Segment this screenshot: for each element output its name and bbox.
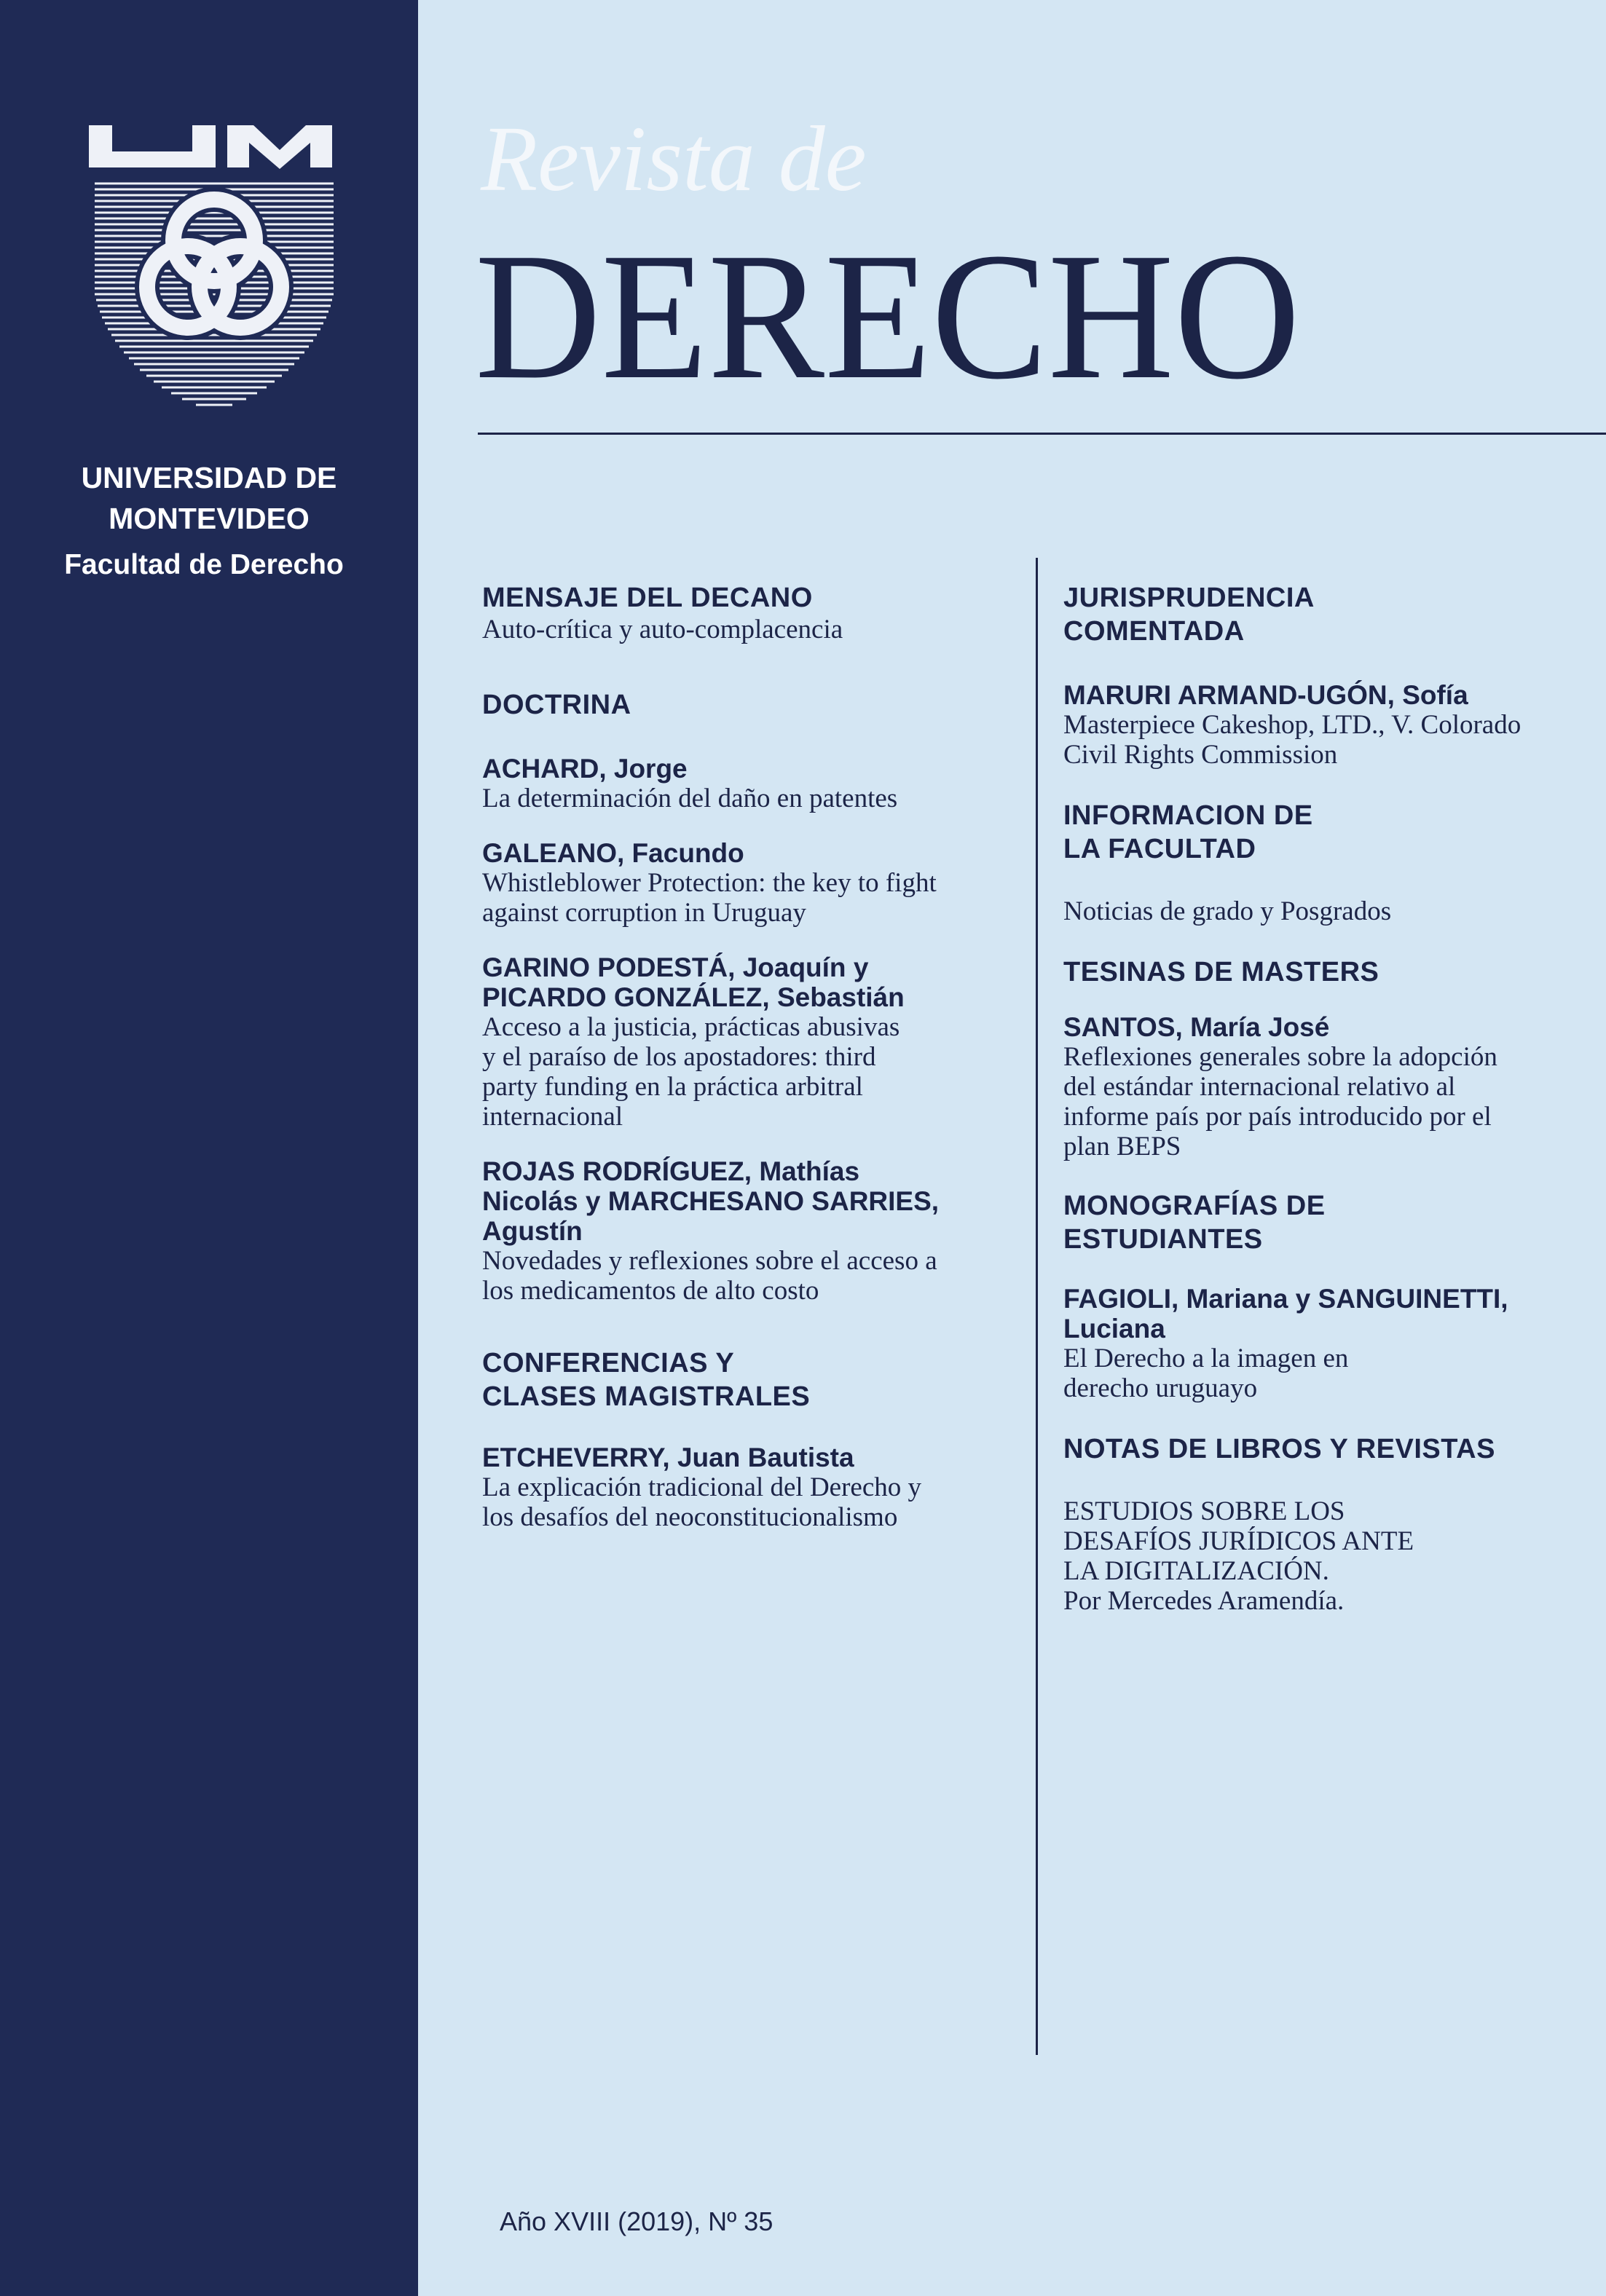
university-name-line1: UNIVERSIDAD DE: [81, 461, 337, 494]
work-title-notas-line2: DESAFÍOS JURÍDICOS ANTE: [1063, 1526, 1414, 1556]
section-heading-conferencias-line2: CLASES MAGISTRALES: [482, 1381, 811, 1412]
work-title-garino-line4: internacional: [482, 1102, 623, 1132]
cover-main: [418, 0, 1606, 2296]
work-title-fagioli-line2: derecho uruguayo: [1063, 1373, 1258, 1403]
entry-etcheverry: [482, 1443, 1007, 1532]
issue-number: Año XVIII (2019), Nº 35: [500, 2206, 774, 2236]
author-rojas-line1: ROJAS RODRÍGUEZ, Mathías: [482, 1156, 860, 1186]
work-title-garino-line2: y el paraíso de los apostadores: third: [482, 1042, 876, 1072]
section-heading-conferencias-line1: CONFERENCIAS Y: [482, 1348, 735, 1378]
work-title-noticias: Noticias de grado y Posgrados: [1063, 896, 1392, 926]
author-maruri: MARURI ARMAND-UGÓN, Sofía: [1063, 680, 1468, 710]
entry-achard: [482, 754, 1007, 813]
work-title-rojas-line2: los medicamentos de alto costo: [482, 1276, 819, 1306]
author-rojas-line2: Nicolás y MARCHESANO SARRIES,: [482, 1186, 940, 1216]
work-title-galeano-line1: Whistleblower Protection: the key to fight: [482, 868, 937, 898]
section-heading-tesinas: TESINAS DE MASTERS: [1063, 957, 1379, 987]
author-etcheverry: ETCHEVERRY, Juan Bautista: [482, 1443, 854, 1472]
section-heading-monografias-line1: MONOGRAFÍAS DE: [1063, 1191, 1326, 1221]
work-title-santos-line2: del estándar internacional relativo al: [1063, 1072, 1456, 1102]
section-heading-monografias-line2: ESTUDIANTES: [1063, 1224, 1263, 1255]
university-logo: [89, 125, 339, 431]
sidebar: [0, 0, 418, 2296]
work-title-etcheverry-line2: los desafíos del neoconstitucionalismo: [482, 1502, 898, 1532]
section-heading-informacion: [1063, 799, 1588, 866]
author-fagioli-line1: FAGIOLI, Mariana y SANGUINETTI,: [1063, 1284, 1508, 1314]
section-heading-conferencias: [482, 1346, 1007, 1413]
section-heading-jurisprudencia-line1: JURISPRUDENCIA: [1063, 583, 1315, 613]
entry-galeano: [482, 838, 1007, 928]
title-rule: [478, 433, 1606, 435]
work-title-santos-line4: plan BEPS: [1063, 1132, 1181, 1161]
university-name-line2: MONTEVIDEO: [109, 502, 310, 535]
contents-left-column: [482, 581, 1007, 1532]
work-title-galeano-line2: against corruption in Uruguay: [482, 898, 806, 928]
work-title-maruri-line2: Civil Rights Commission: [1063, 740, 1338, 770]
author-garino-line2: PICARDO GONZÁLEZ, Sebastián: [482, 982, 905, 1012]
journal-title-prefix: Revista de: [481, 107, 867, 210]
work-title-notas-line3: LA DIGITALIZACIÓN.: [1063, 1556, 1329, 1586]
author-achard: ACHARD, Jorge: [482, 754, 688, 784]
contents-right-column: [1063, 581, 1588, 1616]
column-divider: [1036, 558, 1038, 2055]
work-title-santos-line1: Reflexiones generales sobre la adopción: [1063, 1042, 1497, 1072]
entry-notas: [1063, 1496, 1588, 1616]
work-title-etcheverry-line1: La explicación tradicional del Derecho y: [482, 1472, 922, 1502]
journal-title: DERECHO: [475, 216, 1301, 417]
work-title-achard: La determinación del daño en patentes: [482, 784, 898, 813]
section-heading-decano: MENSAJE DEL DECANO: [482, 583, 813, 613]
entry-fagioli: [1063, 1284, 1588, 1403]
section-heading-jurisprudencia-line2: COMENTADA: [1063, 616, 1245, 647]
work-title-santos-line3: informe país por país introducido por el: [1063, 1102, 1492, 1132]
work-title-garino-line1: Acceso a la justicia, prácticas abusivas: [482, 1012, 900, 1042]
university-name: [0, 457, 418, 539]
section-heading-informacion-line2: LA FACULTAD: [1063, 834, 1256, 864]
work-title-fagioli-line1: El Derecho a la imagen en: [1063, 1344, 1349, 1373]
entry-santos: [1063, 1012, 1588, 1161]
faculty-name: Facultad de Derecho: [64, 549, 344, 580]
author-rojas-line3: Agustín: [482, 1216, 583, 1246]
section-heading-monografias: [1063, 1189, 1588, 1256]
work-title-decano: Auto-crítica y auto-complacencia: [482, 615, 843, 644]
work-title-garino-line3: party funding en la práctica arbitral: [482, 1072, 863, 1102]
work-title-notas-line4: Por Mercedes Aramendía.: [1063, 1586, 1345, 1616]
section-heading-doctrina: DOCTRINA: [482, 690, 631, 720]
section-heading-notas: NOTAS DE LIBROS Y REVISTAS: [1063, 1434, 1495, 1464]
entry-maruri: [1063, 680, 1588, 770]
author-galeano: GALEANO, Facundo: [482, 838, 744, 868]
entry-rojas: [482, 1156, 1007, 1306]
section-heading-informacion-line1: INFORMACION DE: [1063, 800, 1313, 831]
author-santos: SANTOS, María José: [1063, 1012, 1330, 1042]
author-garino-line1: GARINO PODESTÁ, Joaquín y: [482, 952, 869, 982]
work-title-notas-line1: ESTUDIOS SOBRE LOS: [1063, 1496, 1345, 1526]
author-fagioli-line2: Luciana: [1063, 1314, 1165, 1344]
entry-garino: [482, 952, 1007, 1132]
section-heading-jurisprudencia: [1063, 581, 1588, 648]
work-title-maruri-line1: Masterpiece Cakeshop, LTD., V. Colorado: [1063, 710, 1522, 740]
work-title-rojas-line1: Novedades y reflexiones sobre el acceso a: [482, 1246, 937, 1276]
